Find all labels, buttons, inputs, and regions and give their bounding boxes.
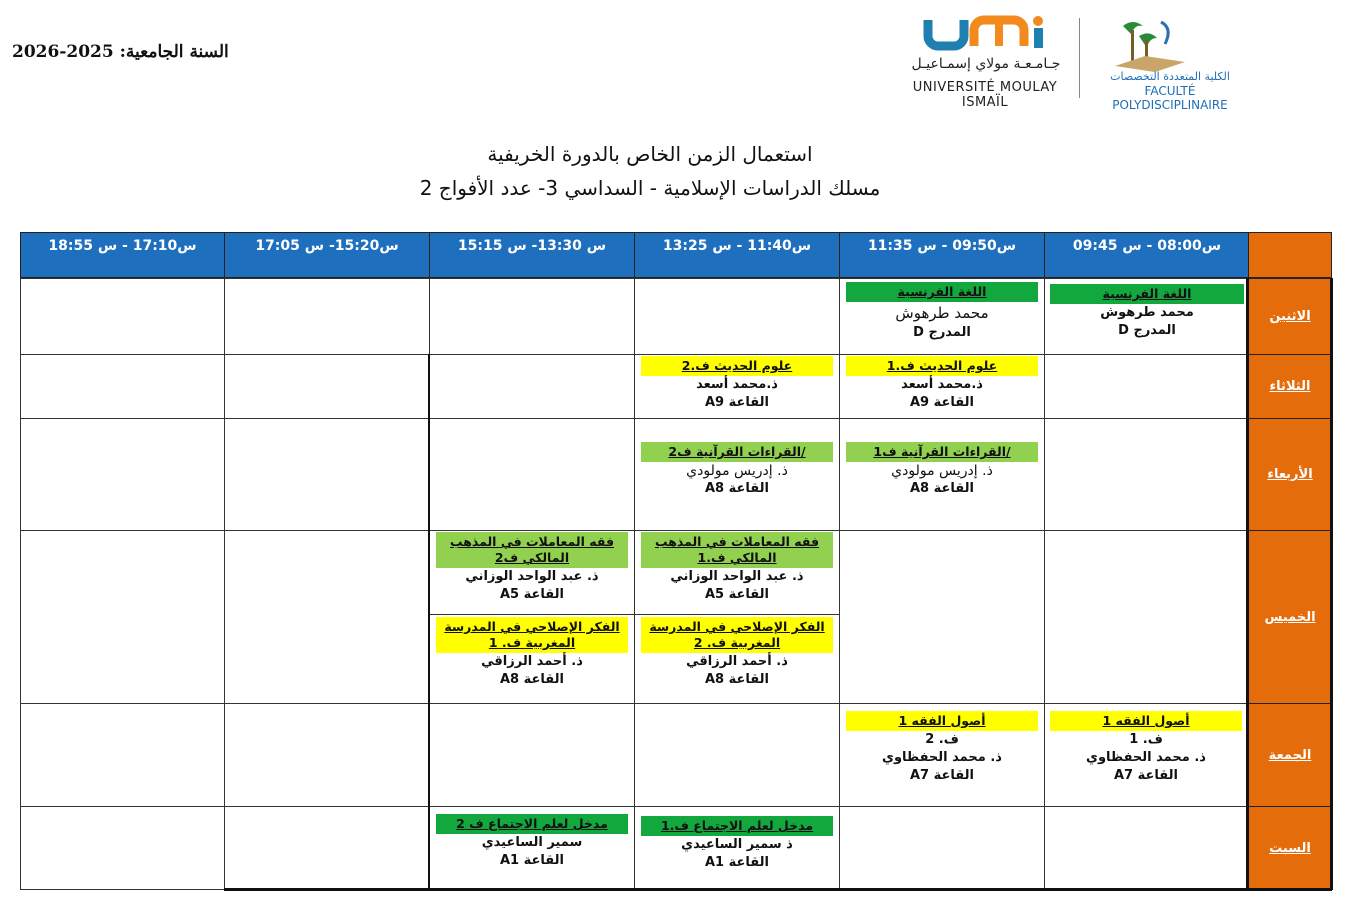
page-subtitle: مسلك الدراسات الإسلامية - السداسي 3- عدد الأفواج 2: [419, 176, 881, 200]
empty-cell: [20, 354, 225, 419]
empty-cell: [1044, 354, 1250, 419]
empty-cell: [224, 418, 430, 531]
time-header-6: س17:10 - س 18:55: [20, 232, 225, 278]
time-header-1: س08:00 - س 09:45: [1044, 232, 1250, 278]
umi-name-ar: جـامـعـة مولاي إسمـاعيـل: [911, 56, 1061, 72]
empty-cell: [839, 530, 1045, 704]
time-header-2: س09:50 - س 11:35: [839, 232, 1045, 278]
day-wednesday: الأربعاء: [1248, 418, 1332, 531]
empty-cell: [839, 806, 1045, 890]
day-monday: الاثنين: [1248, 278, 1332, 355]
empty-cell: [224, 806, 430, 890]
course-tue-2: علوم الحديث ف.1 ذ.محمد أسعد القاعة A9: [846, 356, 1038, 412]
timetable: [20, 232, 1332, 890]
course-wed-2: /القراءات القرآنية ف1 ذ. إدريس مولودي القاعة A8: [846, 442, 1038, 498]
empty-cell: [634, 703, 840, 807]
course-mon-1: اللغة الفرنسية محمد طرهوش المدرج D: [1050, 284, 1244, 340]
course-wed-3: /القراءات القرآنية ف2 ذ. إدريس مولودي القاعة A8: [641, 442, 833, 498]
course-sat-3: مدخل لعلم الاجتماع ف.1 ذ سمير الساعيدي القاعة A1: [641, 816, 833, 872]
empty-cell: [224, 354, 430, 419]
empty-cell: [20, 418, 225, 531]
empty-cell: [1044, 806, 1250, 890]
empty-cell: [429, 418, 635, 531]
empty-cell: [429, 703, 635, 807]
empty-cell: [1044, 418, 1250, 531]
empty-cell: [1044, 530, 1250, 704]
day-saturday: السبت: [1248, 806, 1332, 890]
course-fri-1: أصول الفقه 1 ف. 1 ذ. محمد الحفظاوي القاعة A7: [1050, 711, 1242, 785]
umi-name-fr: UNIVERSITÉ MOULAY ISMAÏL: [912, 80, 1058, 110]
academic-year: السنة الجامعية: 2025-2026: [12, 42, 229, 62]
empty-cell: [20, 806, 225, 890]
empty-cell: [20, 530, 225, 704]
day-tuesday: الثلاثاء: [1248, 354, 1332, 419]
empty-cell: [20, 278, 225, 355]
empty-cell: [224, 278, 430, 355]
course-thu-4a: فقه المعاملات في المذهب المالكي ف2 ذ. عبد الواحد الوزاني القاعة A5: [436, 532, 628, 604]
course-mon-2: اللغة الفرنسية محمد طرهوش المدرج D: [846, 282, 1038, 342]
empty-cell: [224, 530, 430, 704]
empty-cell: [429, 278, 635, 355]
empty-cell: [20, 703, 225, 807]
course-tue-3: علوم الحديث ف.2 ذ.محمد أسعد القاعة A9: [641, 356, 833, 412]
corner-cell: [1248, 232, 1332, 278]
time-header-5: س15:20- س 17:05: [224, 232, 430, 278]
day-thursday: الخميس: [1248, 530, 1332, 704]
empty-cell: [634, 278, 840, 355]
faculty-name-ar: الكلية المتعددة التخصصات: [1110, 70, 1230, 83]
faculty-name-fr: FACULTÉ POLYDISCIPLINAIRE: [1112, 84, 1228, 112]
logo-separator: [1079, 18, 1080, 98]
empty-cell: [224, 703, 430, 807]
course-thu-3a: فقه المعاملات في المذهب المالكي ف.1 ذ. عبد الواحد الوزاني القاعة A5: [641, 532, 833, 604]
course-sat-4: مدخل لعلم الاجتماع ف 2 سمير الساعيدي القاعة A1: [436, 814, 628, 870]
course-thu-3b: الفكر الإصلاحي في المدرسة المغربية ف. 2 ذ. أحمد الرزاقي القاعة A8: [641, 617, 833, 689]
course-fri-2: أصول الفقه 1 ف. 2 ذ. محمد الحفظاوي القاعة A7: [846, 711, 1038, 785]
page-title: استعمال الزمن الخاص بالدورة الخريفية: [487, 142, 813, 166]
time-header-3: س11:40 - س 13:25: [634, 232, 840, 278]
empty-cell: [429, 354, 635, 419]
day-friday: الجمعة: [1248, 703, 1332, 807]
time-header-4: س 13:30- س 15:15: [429, 232, 635, 278]
course-thu-4b: الفكر الإصلاحي في المدرسة المغربية ف. 1 ذ. أحمد الرزاقي القاعة A8: [436, 617, 628, 689]
